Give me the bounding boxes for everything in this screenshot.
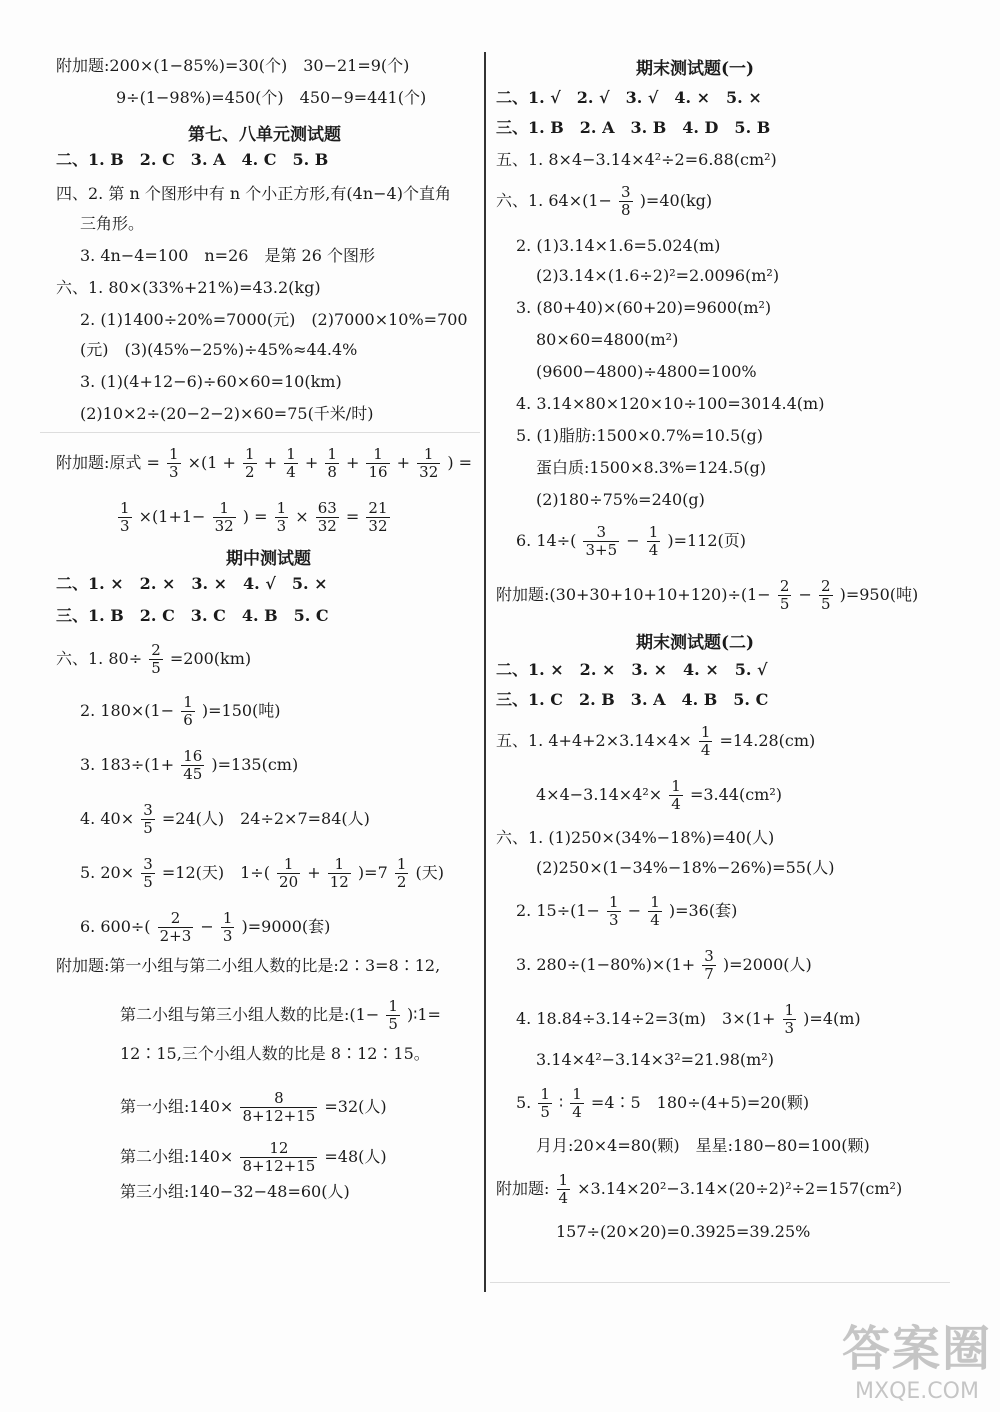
fraction [366, 446, 389, 481]
fraction [328, 856, 351, 891]
numerator: 1 [572, 1085, 582, 1103]
numerator: 2 [820, 577, 831, 595]
formula-text: 附加题:原式 = [56, 453, 160, 472]
fraction [778, 578, 792, 613]
watermark-logo-text: 答案圈 [841, 1321, 992, 1377]
fraction [181, 694, 195, 729]
section-heading: 期末测试题(一) [636, 59, 755, 79]
formula-text: ×(1+1− [138, 507, 206, 526]
formula-text: =32(人) [324, 1097, 387, 1116]
watermark-logo [842, 1310, 992, 1404]
formula-line [496, 724, 815, 759]
fraction [819, 578, 833, 613]
numerator: 3 [704, 947, 714, 965]
numerator: 3 [143, 801, 153, 819]
numerator: 1 [671, 777, 681, 795]
fraction [221, 910, 235, 945]
fraction [118, 500, 132, 535]
answer-line: 3. 4n−4=100 n=26 是第 26 个图形 [80, 246, 375, 265]
watermark-url: MXQE.COM [855, 1379, 979, 1404]
formula-text: )=7 [357, 863, 388, 882]
numerator: 1 [283, 855, 294, 873]
formula-text: = [345, 507, 360, 526]
numerator: 1 [327, 445, 337, 463]
formula-text: )=135(cm) [211, 755, 299, 774]
denominator: 32 [368, 517, 388, 535]
formula-text: =3.44(cm²) [689, 785, 782, 804]
denominator: 5 [143, 873, 153, 891]
section-heading: 第七、八单元测试题 [188, 125, 341, 145]
fraction [275, 500, 289, 535]
denominator: 4 [648, 541, 659, 559]
numerator: 1 [700, 723, 711, 741]
denominator: 3 [276, 517, 287, 535]
formula-text: 附加题:(30+30+10+10+120)÷(1− [496, 585, 771, 604]
answer-line: 3. (80+40)×(60+20)=9600(m²) [516, 298, 772, 317]
fraction [583, 524, 619, 559]
formula-text: 3. 280÷(1−80%)×(1+ [516, 955, 696, 974]
answer-line: 3. (1)(4+12−6)÷60×60=10(km) [80, 372, 342, 391]
numerator: 1 [373, 445, 383, 463]
answer-line: 80×60=4800(m²) [536, 330, 679, 349]
fraction [277, 856, 300, 891]
formula-text: ×3.14×20²−3.14×(20÷2)²÷2=157(cm²) [577, 1179, 903, 1198]
formula-text: 六、1. 80÷ [56, 649, 143, 668]
numerator: 1 [245, 445, 255, 463]
answer-line: 二、1. × 2. × 3. × 4. √ 5. × [56, 574, 328, 593]
fraction [648, 894, 662, 929]
formula-text: × [295, 507, 309, 526]
formula-line [116, 500, 392, 535]
formula-text: 5. 20× [80, 863, 135, 882]
denominator: 4 [572, 1103, 582, 1121]
extra-question-line: 附加题:第一小组与第二小组人数的比是:2∶3=8∶12, [56, 956, 441, 975]
numerator: 12 [269, 1139, 289, 1157]
denominator: 32 [214, 517, 234, 535]
formula-text: − [200, 917, 214, 936]
formula-line [516, 1002, 861, 1037]
answer-line: 蛋白质:1500×8.3%=124.5(g) [536, 458, 767, 477]
formula-text: 2. 180×(1− [80, 701, 175, 720]
formula-line [120, 1140, 387, 1175]
formula-line [56, 642, 251, 677]
denominator: 8+12+15 [242, 1107, 316, 1125]
formula-text: + [396, 453, 411, 472]
denominator: 4 [650, 911, 660, 929]
denominator: 2 [396, 873, 407, 891]
formula-text: )=950(吨) [839, 585, 919, 604]
formula-line [516, 948, 812, 983]
answer-line: 二、1. × 2. × 3. × 4. × 5. √ [496, 660, 768, 679]
formula-text: =12(天) 1÷( [161, 863, 270, 882]
numerator: 1 [650, 893, 660, 911]
denominator: 8 [327, 463, 337, 481]
answer-line: 三角形。 [80, 214, 145, 233]
answer-line: 五、1. 8×4−3.14×4²÷2=6.88(cm²) [496, 150, 777, 169]
answer-line: 月月:20×4=80(颗) 星星:180−80=100(颗) [536, 1136, 870, 1155]
formula-text: =14.28(cm) [719, 731, 816, 750]
separator-line [490, 1282, 950, 1283]
numerator: 1 [784, 1001, 795, 1019]
formula-line [536, 778, 782, 813]
formula-text: + [345, 453, 360, 472]
column-divider [484, 52, 486, 1292]
numerator: 1 [334, 855, 345, 873]
extra-question-line: 附加题:200×(1−85%)=30(个) 30−21=9(个) [56, 56, 410, 75]
answer-line: 4. 3.14×80×120×10÷100=3014.4(m) [516, 394, 825, 413]
numerator: 8 [274, 1089, 284, 1107]
denominator: 8+12+15 [242, 1157, 316, 1175]
fraction [699, 724, 713, 759]
formula-text: ) = [242, 507, 268, 526]
denominator: 3 [222, 927, 233, 945]
denominator: 5 [779, 595, 790, 613]
formula-text: )=112(页) [667, 531, 747, 550]
formula-text: − [626, 531, 640, 550]
numerator: 1 [276, 499, 287, 517]
answer-line: 9÷(1−98%)=450(个) 450−9=441(个) [116, 88, 427, 107]
formula-text: )=40(kg) [639, 191, 713, 210]
formula-line [80, 748, 298, 783]
numerator: 16 [183, 747, 203, 765]
answer-line: 12∶15,三个小组人数的比是 8∶12∶15。 [120, 1044, 430, 1063]
formula-text: 5. [516, 1093, 532, 1112]
formula-text: 2. 15÷(1− [516, 901, 600, 920]
numerator: 1 [648, 523, 659, 541]
denominator: 3 [168, 463, 179, 481]
answer-line: 二、1. √ 2. √ 3. √ 4. × 5. × [496, 88, 762, 107]
formula-text: )∶1= [406, 1005, 441, 1024]
section-heading: 期中测试题 [226, 549, 311, 569]
formula-line [516, 524, 746, 559]
answer-line: (2)3.14×(1.6÷2)²=2.0096(m²) [536, 266, 780, 285]
answer-line: 六、1. 80×(33%+21%)=43.2(kg) [56, 278, 321, 297]
numerator: 1 [168, 445, 179, 463]
formula-line [120, 1090, 387, 1125]
fraction [607, 894, 621, 929]
answer-line: 四、2. 第 n 个图形中有 n 个小正方形,有(4n−4)个直角 [56, 184, 451, 203]
denominator: 3 [784, 1019, 795, 1037]
formula-text: )=2000(人) [722, 955, 812, 974]
numerator: 1 [286, 445, 296, 463]
answer-line: 157÷(20×20)=0.3925=39.25% [556, 1222, 811, 1241]
answer-line: 三、1. B 2. A 3. B 4. D 5. B [496, 118, 771, 137]
fraction [395, 856, 409, 891]
denominator: 4 [286, 463, 296, 481]
fraction [181, 748, 204, 783]
formula-line [496, 184, 712, 219]
formula-text: =200(km) [169, 649, 252, 668]
denominator: 32 [317, 517, 337, 535]
numerator: 3 [621, 183, 631, 201]
formula-text: 4. 40× [80, 809, 135, 828]
fraction [141, 856, 155, 891]
formula-text: 五、1. 4+4+2×3.14×4× [496, 731, 692, 750]
numerator: 3 [596, 523, 607, 541]
formula-text: 6. 600÷( [80, 917, 151, 936]
formula-text: =4∶5 180÷(4+5)=20(颗) [590, 1093, 810, 1112]
fraction [213, 500, 236, 535]
denominator: 5 [820, 595, 831, 613]
numerator: 1 [222, 909, 233, 927]
fraction [366, 500, 389, 535]
denominator: 4 [671, 795, 681, 813]
fraction [158, 910, 194, 945]
numerator: 63 [317, 499, 337, 517]
denominator: 5 [540, 1103, 550, 1121]
denominator: 20 [279, 873, 299, 891]
formula-text: (天) [415, 863, 444, 882]
fraction [783, 1002, 797, 1037]
formula-text: 六、1. 64×(1− [496, 191, 612, 210]
formula-text: − [798, 585, 812, 604]
fraction [619, 184, 633, 219]
extra-question-formula [56, 446, 472, 481]
fraction [167, 446, 181, 481]
denominator: 6 [183, 711, 193, 729]
answer-line: 2. (1)3.14×1.6=5.024(m) [516, 236, 721, 255]
formula-line [120, 998, 441, 1033]
denominator: 7 [704, 965, 714, 983]
formula-line [80, 910, 330, 945]
formula-text: )=150(吨) [201, 701, 281, 720]
denominator: 16 [368, 463, 388, 481]
fraction [417, 446, 440, 481]
formula-line [80, 694, 281, 729]
denominator: 8 [621, 201, 631, 219]
numerator: 1 [388, 997, 398, 1015]
numerator: 1 [423, 445, 434, 463]
answer-line: 3.14×4²−3.14×3²=21.98(m²) [536, 1050, 774, 1069]
formula-text: 4. 18.84÷3.14÷2=3(m) 3×(1+ [516, 1009, 776, 1028]
formula-text: − [627, 901, 642, 920]
formula-text: + [263, 453, 278, 472]
fraction [243, 446, 257, 481]
numerator: 1 [396, 855, 407, 873]
formula-text: ×(1 + [187, 453, 236, 472]
answer-line: 三、1. C 2. B 3. A 4. B 5. C [496, 690, 769, 709]
formula-text: 6. 14÷( [516, 531, 577, 550]
numerator: 1 [120, 499, 130, 517]
fraction [149, 642, 163, 677]
fraction [316, 500, 339, 535]
denominator: 2 [245, 463, 255, 481]
answer-line: (9600−4800)÷4800=100% [536, 362, 757, 381]
answer-line: 5. (1)脂肪:1500×0.7%=10.5(g) [516, 426, 763, 445]
formula-line [80, 856, 444, 891]
denominator: 3+5 [585, 541, 618, 559]
answer-line: 三、1. B 2. C 3. C 4. B 5. C [56, 606, 329, 625]
numerator: 1 [609, 893, 619, 911]
fraction [240, 1140, 317, 1175]
answer-line: 二、1. B 2. C 3. A 4. C 5. B [56, 150, 329, 169]
formula-text: 第二小组:140× [120, 1147, 234, 1166]
denominator: 4 [558, 1189, 569, 1207]
extra-question-formula [496, 1172, 902, 1207]
fraction [647, 524, 661, 559]
denominator: 12 [329, 873, 349, 891]
formula-text: )=4(m) [803, 1009, 861, 1028]
numerator: 2 [779, 577, 790, 595]
formula-text: + [307, 863, 321, 882]
formula-line [80, 802, 370, 837]
formula-line [516, 1086, 809, 1121]
numerator: 2 [170, 909, 181, 927]
fraction [702, 948, 716, 983]
denominator: 3 [609, 911, 619, 929]
numerator: 1 [558, 1171, 569, 1189]
fraction [538, 1086, 552, 1121]
answer-line: (元) (3)(45%−25%)÷45%≈44.4% [80, 340, 358, 359]
extra-question-formula [496, 578, 918, 613]
numerator: 3 [143, 855, 153, 873]
formula-line [516, 894, 737, 929]
denominator: 5 [388, 1015, 398, 1033]
formula-text: )=9000(套) [241, 917, 331, 936]
denominator: 5 [151, 659, 161, 677]
answer-line: 六、1. (1)250×(34%−18%)=40(人) [496, 828, 775, 847]
fraction [325, 446, 339, 481]
fraction [141, 802, 155, 837]
numerator: 1 [219, 499, 229, 517]
fraction [284, 446, 298, 481]
section-heading: 期末测试题(二) [636, 633, 755, 653]
answer-line: 第三小组:140−32−48=60(人) [120, 1182, 350, 1201]
formula-text: ) = [447, 453, 473, 472]
formula-text: )=36(套) [668, 901, 738, 920]
answer-line: 2. (1)1400÷20%=7000(元) (2)7000×10%=700 [80, 310, 468, 329]
fraction [240, 1090, 317, 1125]
formula-text: + [304, 453, 319, 472]
denominator: 32 [419, 463, 439, 481]
fraction [386, 998, 400, 1033]
formula-text: =48(人) [324, 1147, 387, 1166]
fraction [570, 1086, 584, 1121]
numerator: 1 [183, 693, 193, 711]
answer-line: (2)180÷75%=240(g) [536, 490, 705, 509]
fraction [557, 1172, 571, 1207]
formula-text: 附加题: [496, 1179, 550, 1198]
formula-text: 第一小组:140× [120, 1097, 234, 1116]
formula-text: =24(人) 24÷2×7=84(人) [161, 809, 370, 828]
formula-text: 第二小组与第三小组人数的比是:(1− [120, 1005, 380, 1024]
formula-text: 4×4−3.14×4²× [536, 785, 663, 804]
separator-line [40, 432, 480, 433]
formula-text: 3. 183÷(1+ [80, 755, 175, 774]
fraction [669, 778, 683, 813]
numerator: 2 [151, 641, 161, 659]
answer-line: (2)10×2÷(20−2−2)×60=75(千米/时) [80, 404, 374, 423]
denominator: 4 [700, 741, 711, 759]
denominator: 45 [183, 765, 203, 783]
numerator: 21 [368, 499, 388, 517]
denominator: 5 [143, 819, 153, 837]
denominator: 3 [120, 517, 130, 535]
denominator: 2+3 [159, 927, 192, 945]
answer-line: (2)250×(1−34%−18%−26%)=55(人) [536, 858, 835, 877]
numerator: 1 [540, 1085, 550, 1103]
formula-text: ∶ [559, 1093, 564, 1112]
